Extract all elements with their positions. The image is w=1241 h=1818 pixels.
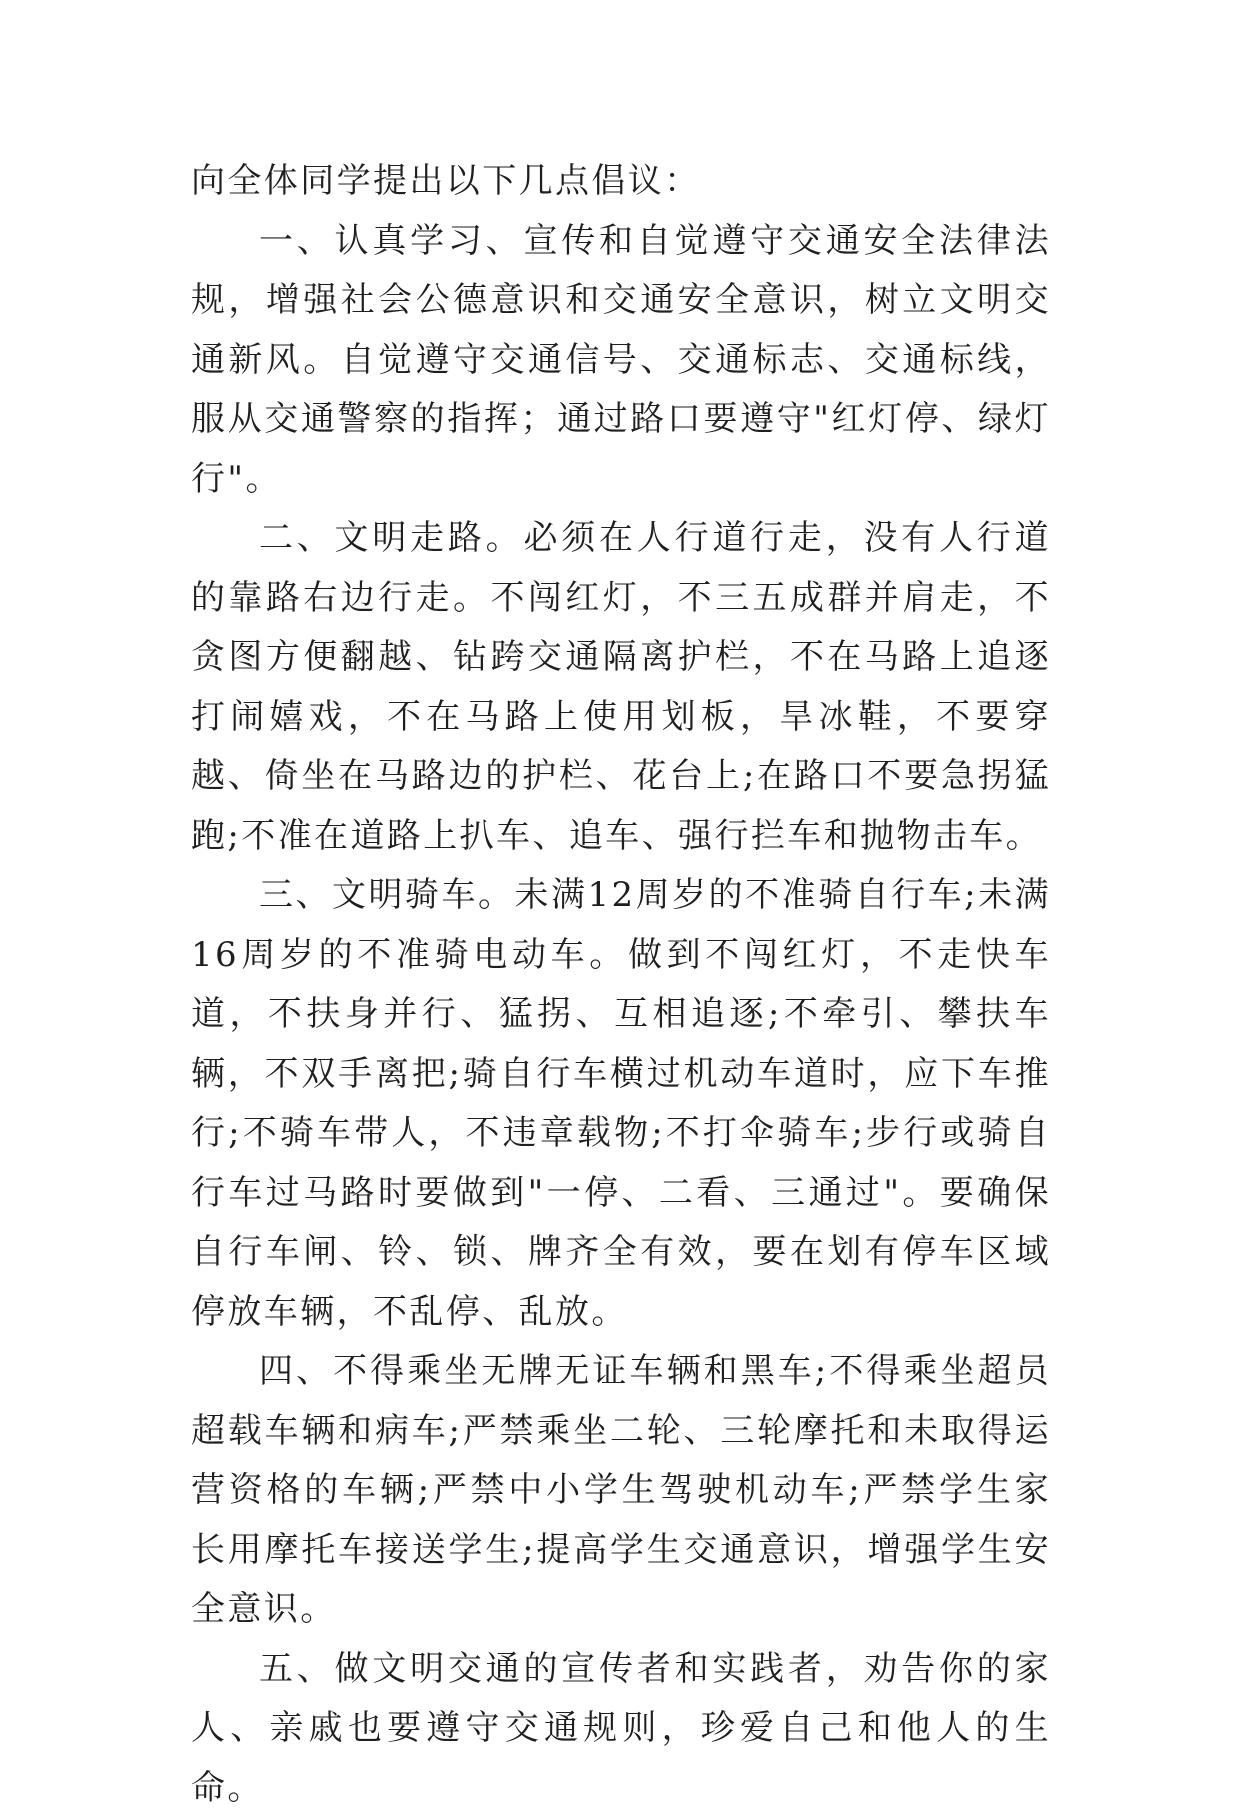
paragraph-2: 二、文明走路。必须在人行道行走，没有人行道的靠路右边行走。不闯红灯，不三五成群并肩走，不贪图方便翻越、钻跨交通隔离护栏，不在马路上追逐打闹嬉戏，不在马路上使用划板，旱冰鞋，不要穿越、倚坐在马路边的护栏、花台上;在路口不要急拐猛跑;不准在道路上扒车、追车、强行拦车和抛物击车。 (191, 509, 1051, 866)
paragraph-3: 三、文明骑车。未满12周岁的不准骑自行车;未满16周岁的不准骑电动车。做到不闯红灯，不走快车道，不扶身并行、猛拐、互相追逐;不牵引、攀扶车辆，不双手离把;骑自行车横过机动车道时，应下车推行;不骑车带人，不违章载物;不打伞骑车;步行或骑自行车过马路时要做到"一停、二看、三通过"。要确保自行车闸、铃、锁、牌齐全有效，要在划有停车区域停放车辆，不乱停、乱放。 (191, 866, 1051, 1342)
intro-paragraph: 向全体同学提出以下几点倡议： (191, 152, 1051, 212)
paragraph-5: 五、做文明交通的宣传者和实践者，劝告你的家人、亲戚也要遵守交通规则，珍爱自己和他人的生命。 (191, 1640, 1051, 1818)
document-body (191, 152, 1051, 1818)
paragraph-1: 一、认真学习、宣传和自觉遵守交通安全法律法规，增强社会公德意识和交通安全意识，树立文明交通新风。自觉遵守交通信号、交通标志、交通标线，服从交通警察的指挥；通过路口要遵守"红灯停、绿灯行"。 (191, 212, 1051, 510)
paragraph-4: 四、不得乘坐无牌无证车辆和黑车;不得乘坐超员超载车辆和病车;严禁乘坐二轮、三轮摩托和未取得运营资格的车辆;严禁中小学生驾驶机动车;严禁学生家长用摩托车接送学生;提高学生交通意识，增强学生安全意识。 (191, 1342, 1051, 1640)
